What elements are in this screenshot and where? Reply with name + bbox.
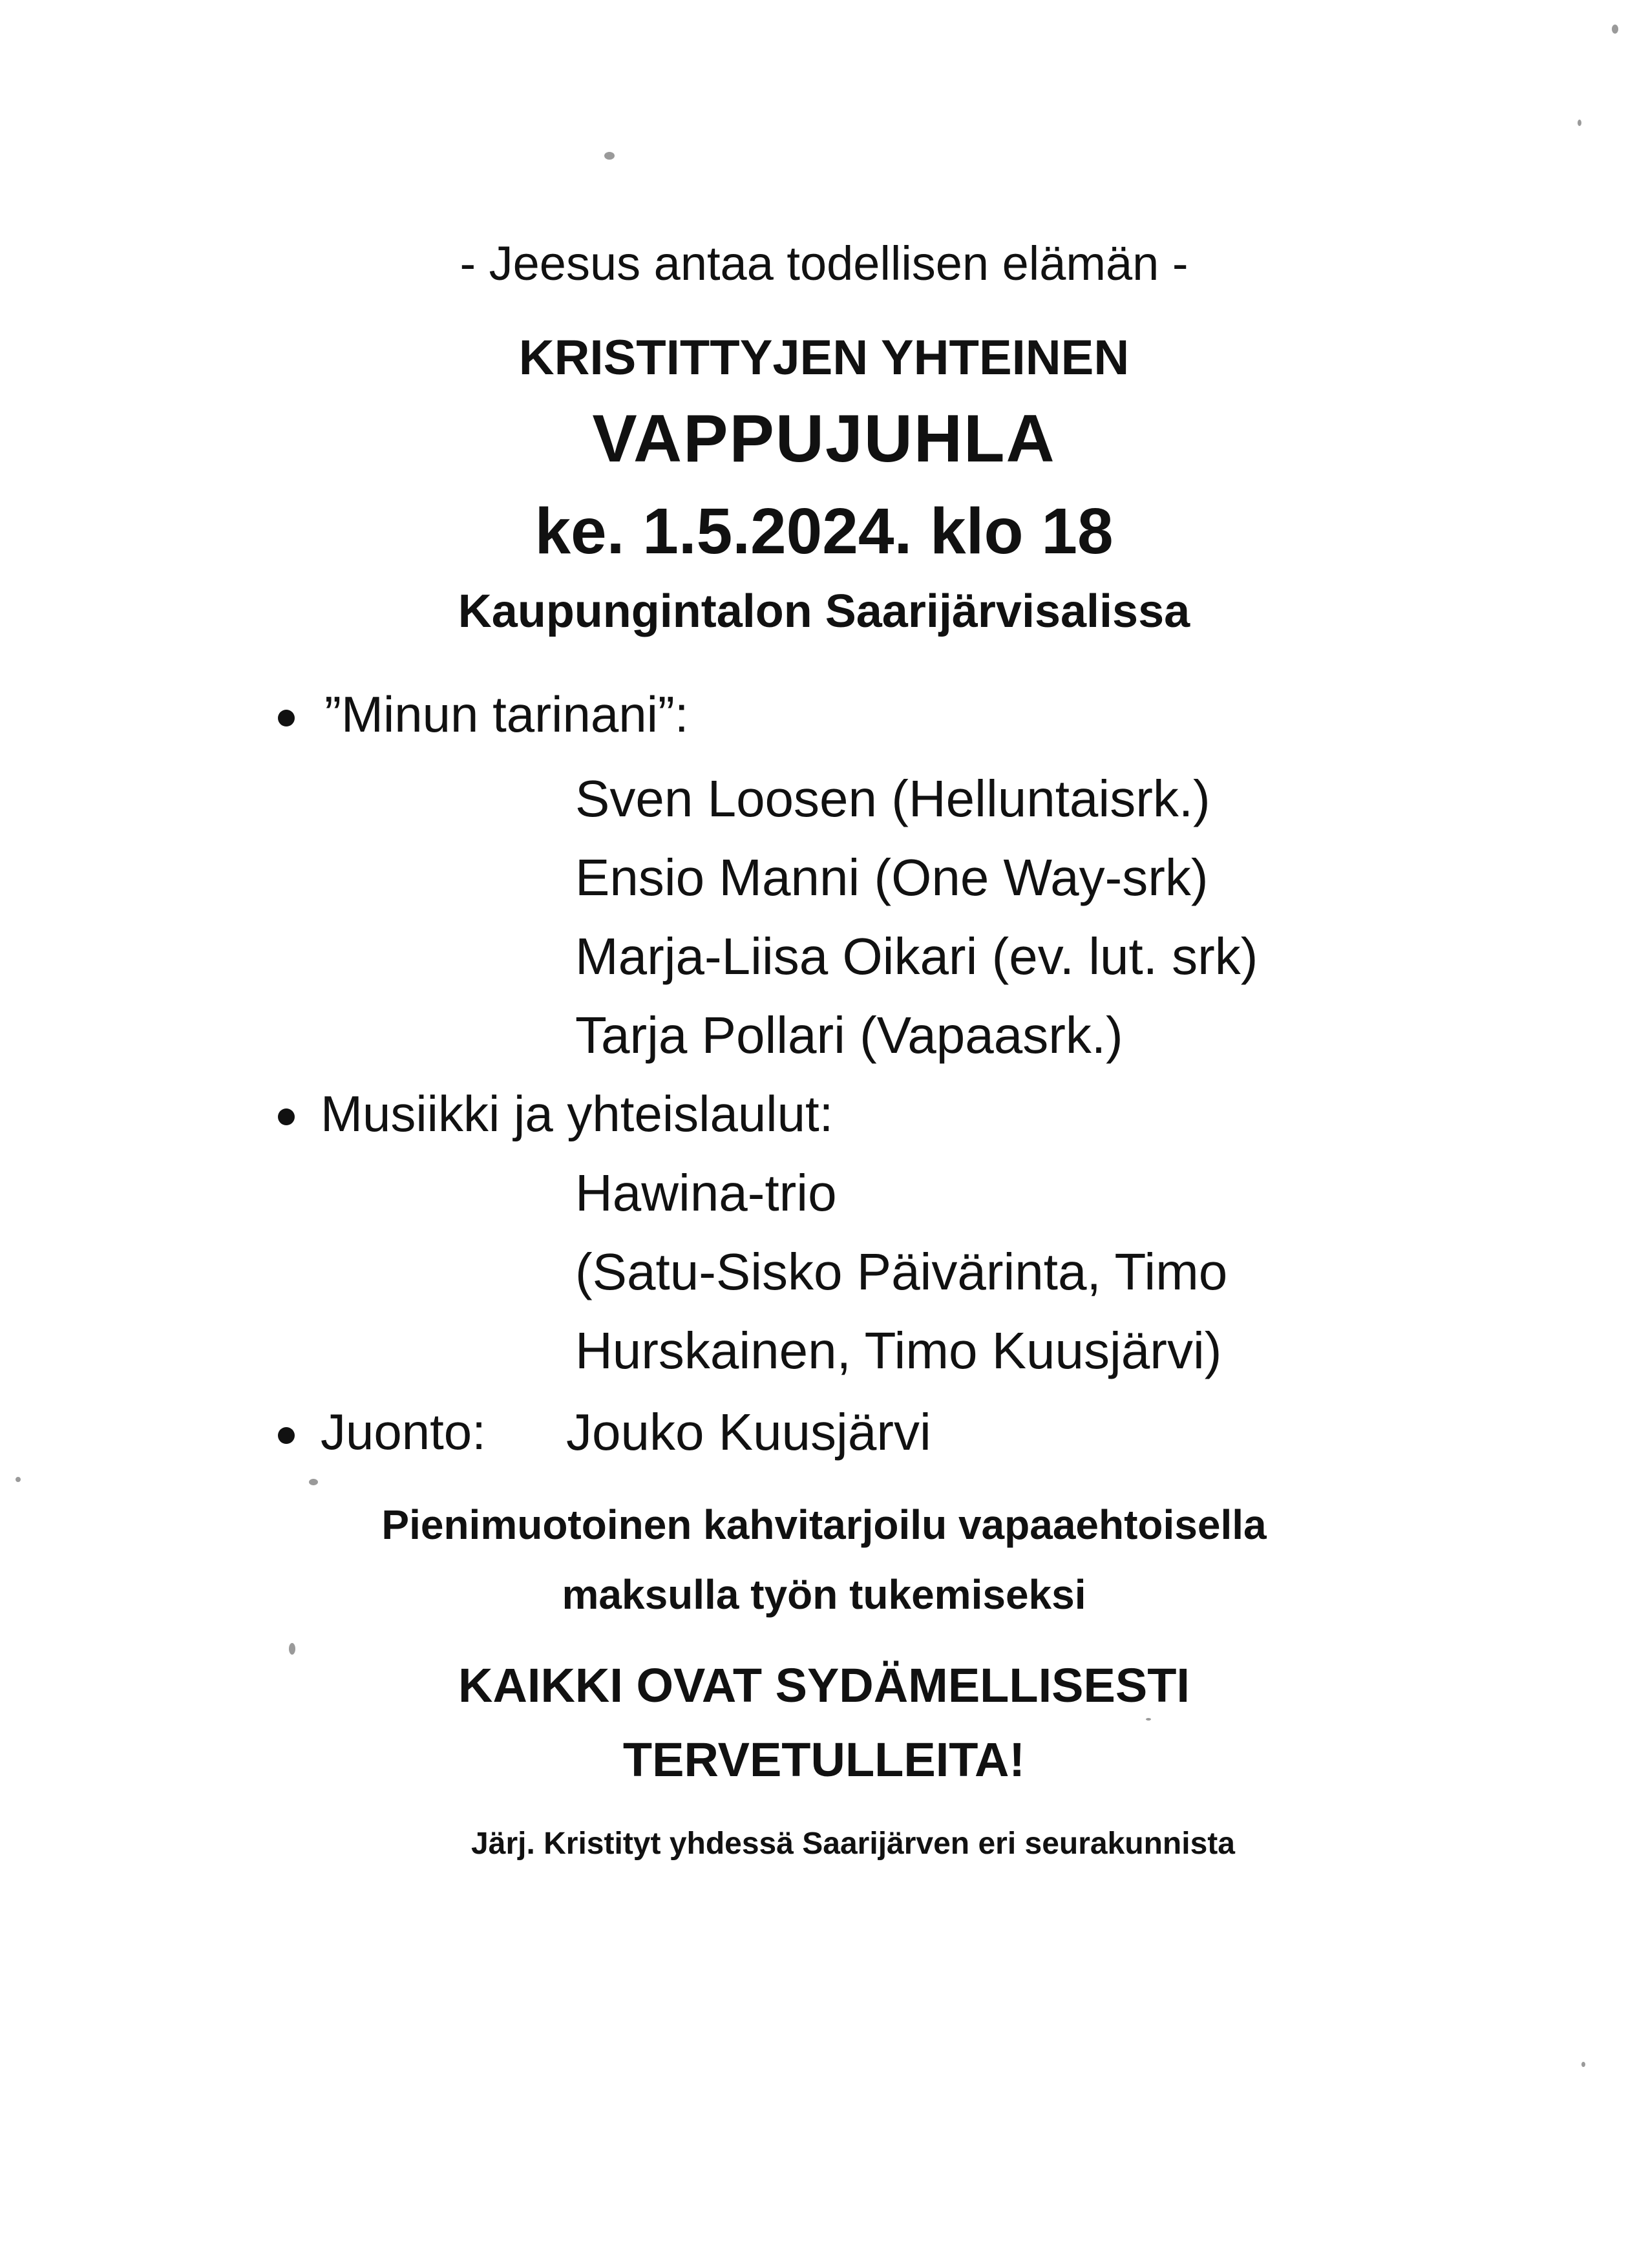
scan-speck — [1581, 2062, 1585, 2067]
speaker-line: Sven Loosen (Helluntaisrk.) — [575, 770, 1210, 827]
welcome-line-2: TERVETULLEITA! — [622, 1733, 1026, 1786]
event-title: VAPPUJUHLA — [592, 401, 1056, 476]
bullet-icon — [278, 1108, 295, 1125]
music-line: Hurskainen, Timo Kuusjärvi) — [575, 1322, 1222, 1379]
program-item-label: Juonto: — [321, 1403, 486, 1460]
speaker-line: Tarja Pollari (Vapaasrk.) — [575, 1006, 1123, 1064]
scan-speck — [604, 152, 615, 160]
tagline: - Jeesus antaa todellisen elämän - — [460, 237, 1188, 290]
event-date: ke. 1.5.2024. klo 18 — [534, 495, 1114, 567]
coffee-note-line-1: Pienimuotoinen kahvitarjoilu vapaaehtoisella — [381, 1501, 1267, 1548]
bullet-icon — [278, 710, 295, 726]
music-line: Hawina-trio — [575, 1164, 837, 1222]
scan-speck — [309, 1479, 318, 1485]
bullet-icon — [278, 1427, 295, 1444]
scan-speck — [1612, 25, 1618, 34]
organizer-note: Järj. Kristityt yhdessä Saarijärven eri seurakunnista — [471, 1827, 1235, 1861]
coffee-note-line-2: maksulla työn tukemiseksi — [562, 1571, 1086, 1618]
scan-speck — [289, 1643, 295, 1655]
scan-speck — [16, 1477, 21, 1482]
event-venue: Kaupungintalon Saarijärvisalissa — [458, 586, 1190, 637]
program-item-label: Musiikki ja yhteislaulut: — [321, 1085, 834, 1142]
program-item-label: ”Minun tarinani”: — [324, 686, 689, 743]
speaker-line: Ensio Manni (One Way-srk) — [575, 849, 1209, 906]
scan-speck — [1146, 1718, 1151, 1721]
scan-speck — [1578, 120, 1581, 126]
welcome-line-1: KAIKKI OVAT SYDÄMELLISESTI — [458, 1659, 1190, 1712]
music-line: (Satu-Sisko Päivärinta, Timo — [575, 1243, 1228, 1300]
speaker-line: Marja-Liisa Oikari (ev. lut. srk) — [575, 927, 1258, 985]
host-name: Jouko Kuusjärvi — [566, 1403, 931, 1461]
title-line-1: KRISTITTYJEN YHTEINEN — [518, 330, 1130, 385]
